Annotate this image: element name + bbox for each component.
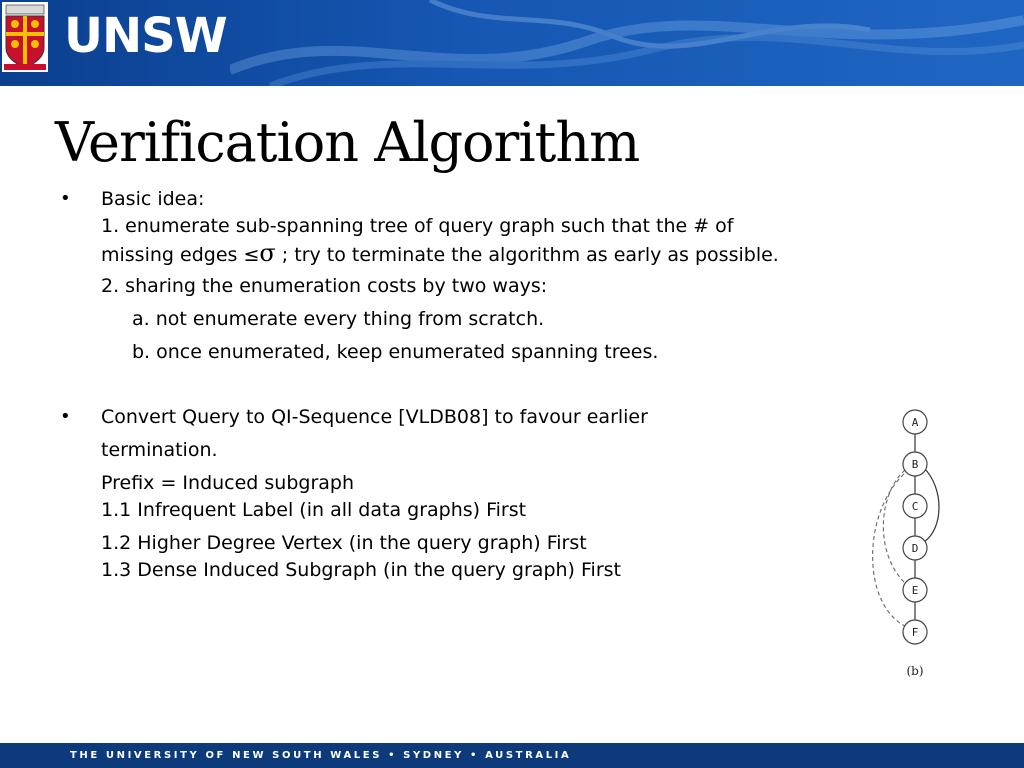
step1-line2	[101, 240, 779, 268]
sigma-symbol: σ	[259, 239, 276, 267]
qi-sequence-graph-figure	[856, 404, 956, 684]
item-1-1: 1.1 Infrequent Label (in all data graphs) First	[101, 499, 527, 521]
node-label-e: E	[911, 584, 919, 597]
node-label-b: B	[911, 458, 919, 471]
footer-bar	[0, 743, 1024, 768]
dashed-edge-b-f	[873, 474, 905, 626]
node-label-d: D	[911, 542, 919, 555]
step2-line: 2. sharing the enumeration costs by two ways:	[101, 275, 548, 297]
node-label-f: F	[911, 626, 919, 639]
unsw-wordmark: UNSW	[64, 8, 227, 64]
dashed-edge-b-e	[883, 470, 906, 584]
bullet-dot-icon: •	[60, 406, 71, 427]
slide-title: Verification Algorithm	[55, 111, 640, 174]
step1-line1: 1. enumerate sub-spanning tree of query graph such that the # of	[101, 215, 734, 237]
item-1-3: 1.3 Dense Induced Subgraph (in the query graph) First	[101, 559, 621, 581]
step2b-line: b. once enumerated, keep enumerated spanning trees.	[132, 341, 659, 363]
bullet-convert-line2: termination.	[101, 439, 218, 461]
figure-caption: (b)	[906, 664, 924, 678]
item-1-2: 1.2 Higher Degree Vertex (in the query graph) First	[101, 532, 587, 554]
bullet-basic-idea: Basic idea:	[101, 188, 205, 210]
step1-line2-end: ; try to terminate the algorithm as early as possible.	[275, 244, 779, 266]
bullet-convert-line1: Convert Query to QI-Sequence [VLDB08] to favour earlier	[101, 406, 648, 428]
prefix-line: Prefix = Induced subgraph	[101, 472, 355, 494]
node-label-c: C	[911, 500, 919, 513]
step2a-line: a. not enumerate every thing from scratch.	[132, 308, 545, 330]
footer-university-text: THE UNIVERSITY OF NEW SOUTH WALES • SYDNEY • AUSTRALIA	[70, 750, 572, 761]
bullet-dot-icon: •	[60, 188, 71, 209]
step1-line2-start: missing edges ≤	[101, 244, 260, 266]
node-label-a: A	[911, 416, 919, 429]
